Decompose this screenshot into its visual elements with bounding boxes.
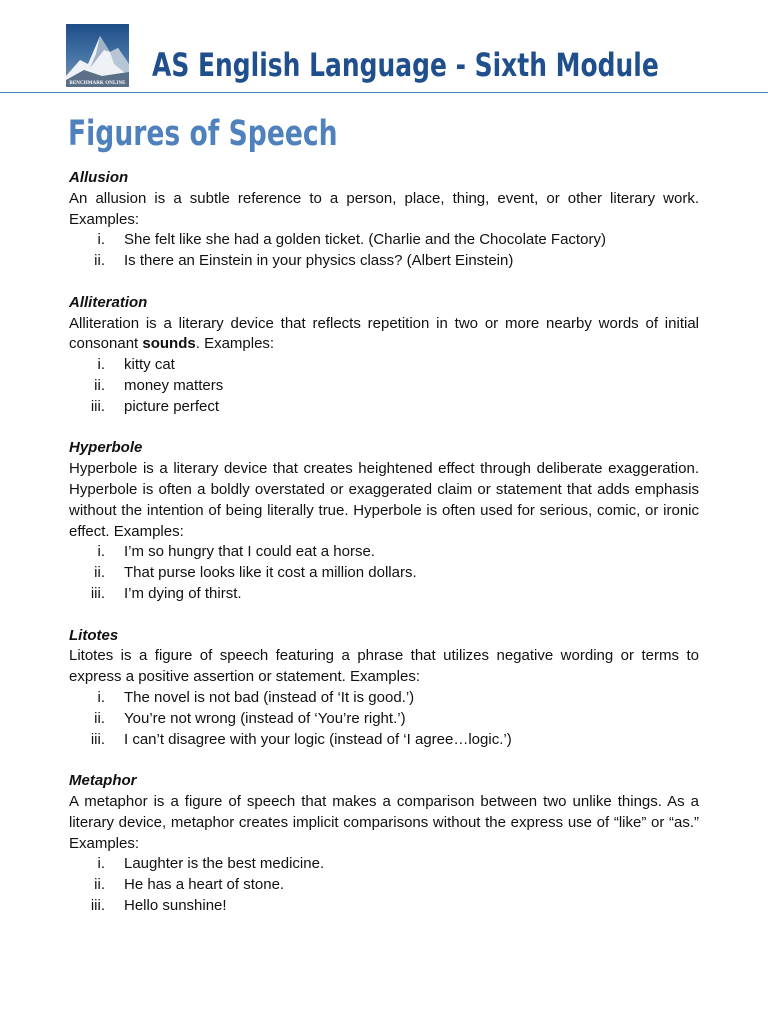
list-item bbox=[69, 230, 699, 251]
section-heading: Hyperbole bbox=[69, 439, 143, 457]
section-heading: Allusion bbox=[69, 169, 129, 186]
examples-list bbox=[69, 854, 699, 916]
list-number: ii. bbox=[94, 709, 105, 727]
document-body bbox=[69, 168, 699, 937]
page-header bbox=[0, 0, 768, 96]
list-number: ii. bbox=[94, 252, 105, 270]
list-item bbox=[69, 251, 699, 272]
list-number: ii. bbox=[94, 876, 105, 894]
list-item bbox=[69, 875, 699, 896]
list-item bbox=[69, 397, 699, 418]
examples-list bbox=[69, 355, 699, 417]
list-text: Hello sunshine! bbox=[124, 896, 227, 914]
list-item bbox=[69, 542, 699, 563]
list-number: ii. bbox=[94, 564, 105, 582]
list-text: Is there an Einstein in your physics class? (Albert Einstein) bbox=[124, 252, 514, 270]
list-text: I can’t disagree with your logic (instead of ‘I agree…logic.’) bbox=[124, 730, 512, 748]
list-text: money matters bbox=[124, 376, 224, 394]
list-item bbox=[69, 584, 699, 605]
list-item bbox=[69, 709, 699, 730]
list-number: i. bbox=[97, 688, 105, 706]
logo bbox=[66, 24, 129, 87]
list-item bbox=[69, 563, 699, 584]
section-definition: Alliteration is a literary device that reflects repetition in two or more nearby words of initial consonant sounds. Examples: bbox=[69, 314, 699, 353]
section-hyperbole bbox=[69, 438, 699, 604]
mountain-icon bbox=[66, 24, 129, 87]
header-divider bbox=[0, 92, 768, 93]
section-allusion bbox=[69, 168, 699, 272]
section-heading: Litotes bbox=[69, 626, 119, 644]
list-item bbox=[69, 854, 699, 875]
list-text: Laughter is the best medicine. bbox=[124, 855, 325, 873]
section-heading: Metaphor bbox=[69, 772, 137, 790]
list-text: kitty cat bbox=[124, 356, 175, 374]
section-heading: Alliteration bbox=[69, 293, 148, 311]
examples-list bbox=[69, 688, 699, 750]
section-definition: A metaphor is a figure of speech that makes a comparison between two unlike things. As a literary device, metaphor creates implicit comparisons without the express use of “like” or “as.” Examples: bbox=[69, 792, 699, 852]
list-item bbox=[69, 376, 699, 397]
list-text: You’re not wrong (instead of ‘You’re right.’) bbox=[124, 709, 406, 727]
examples-list bbox=[69, 230, 699, 272]
section-metaphor bbox=[69, 771, 699, 917]
list-text: He has a heart of stone. bbox=[124, 876, 285, 894]
section-litotes bbox=[69, 626, 699, 751]
list-item bbox=[69, 355, 699, 376]
list-item bbox=[69, 730, 699, 751]
list-text: The novel is not bad (instead of ‘It is good.’) bbox=[124, 688, 415, 706]
list-text: I’m so hungry that I could eat a horse. bbox=[124, 543, 375, 561]
list-text: picture perfect bbox=[124, 397, 220, 415]
list-number: i. bbox=[97, 356, 105, 374]
list-number: i. bbox=[97, 543, 105, 561]
logo-text: BENCHMARK ONLINE bbox=[69, 81, 126, 86]
section-definition: Litotes is a figure of speech featuring a phrase that utilizes negative wording or terms to express a positive assertion or statement. Examples: bbox=[69, 647, 699, 686]
list-item bbox=[69, 688, 699, 709]
section-definition: An allusion is a subtle reference to a person, place, thing, event, or other literary work. Examples: bbox=[69, 189, 699, 228]
list-text: I’m dying of thirst. bbox=[124, 584, 242, 602]
examples-list bbox=[69, 542, 699, 604]
list-number: iii. bbox=[90, 896, 105, 914]
header-title: AS English Language - Sixth Module bbox=[152, 46, 659, 84]
list-item bbox=[69, 896, 699, 917]
page-title: Figures of Speech bbox=[68, 114, 338, 154]
list-number: iii. bbox=[90, 584, 105, 602]
section-alliteration bbox=[69, 293, 699, 418]
list-number: iii. bbox=[90, 397, 105, 415]
list-text: She felt like she had a golden ticket. (Charlie and the Chocolate Factory) bbox=[124, 231, 606, 249]
list-text: That purse looks like it cost a million dollars. bbox=[124, 564, 417, 582]
list-number: iii. bbox=[90, 730, 105, 748]
section-definition: Hyperbole is a literary device that creates heightened effect through deliberate exaggeration. Hyperbole is often a boldly overstated or exaggerated claim or statement that adds emphasis without the intention of being literally true. Hyperbole is often used for serious, comic, or ironic effect. Examples: bbox=[69, 460, 699, 540]
list-number: i. bbox=[97, 855, 105, 873]
list-number: ii. bbox=[94, 376, 105, 394]
list-number: i. bbox=[97, 231, 105, 249]
